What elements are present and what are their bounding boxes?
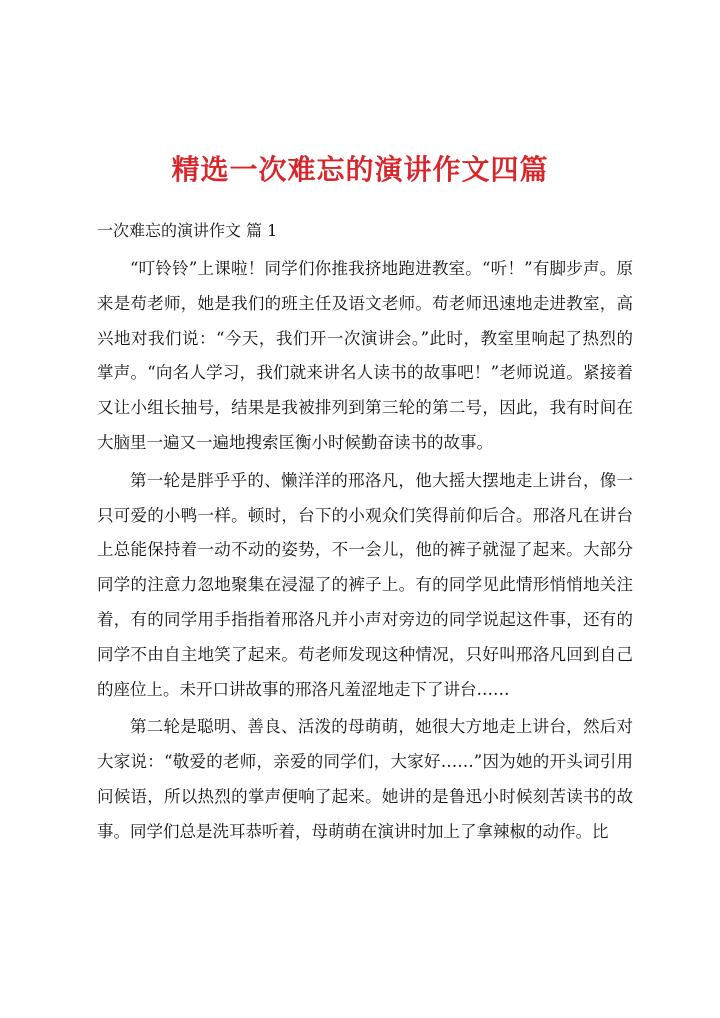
paragraph: 第二轮是聪明、善良、活泼的母萌萌，她很大方地走上讲台，然后对大家说：“敬爱的老师，亲爱的同学们，大家好……”因为她的开头词引用问候语，所以热烈的掌声便响了起来。她讲的是鲁迅小时候刻苦读书的故事。同学们总是洗耳恭听着，母萌萌在演讲时加上了拿辣椒的动作。比 <box>97 717 633 841</box>
section-heading: 一次难忘的演讲作文 篇 1 <box>97 221 278 240</box>
document-body <box>97 252 633 853</box>
paragraph: “叮铃铃”上课啦！同学们你推我挤地跑进教室。“听！”有脚步声。原来是苟老师，她是我们的班主任及语文老师。苟老师迅速地走进教室，高兴地对我们说：“今天，我们开一次演讲会。”此时，教室里响起了热烈的掌声。“向名人学习，我们就来讲名人读书的故事吧！”老师说道。紧接着又让小组长抽号，结果是我被排列到第三轮的第二号，因此，我有时间在大脑里一遍又一遍地搜索匡衡小时候勤奋读书的故事。 <box>97 259 633 452</box>
document-title: 精选一次难忘的演讲作文四篇 <box>171 153 549 186</box>
paragraph: 第一轮是胖乎乎的、懒洋洋的邢洛凡，他大摇大摆地走上讲台，像一只可爱的小鸭一样。顿时，台下的小观众们笑得前仰后合。邢洛凡在讲台上总能保持着一动不动的姿势，不一会儿，他的裤子就湿了起来。大部分同学的注意力忽地聚集在浸湿了的裤子上。有的同学见此情形悄悄地关注着，有的同学用手指指着邢洛凡并小声对旁边的同学说起这件事，还有的同学不由自主地笑了起来。苟老师发现这种情况，只好叫邢洛凡回到自己的座位上。未开口讲故事的邢洛凡羞涩地走下了讲台…… <box>97 470 633 699</box>
